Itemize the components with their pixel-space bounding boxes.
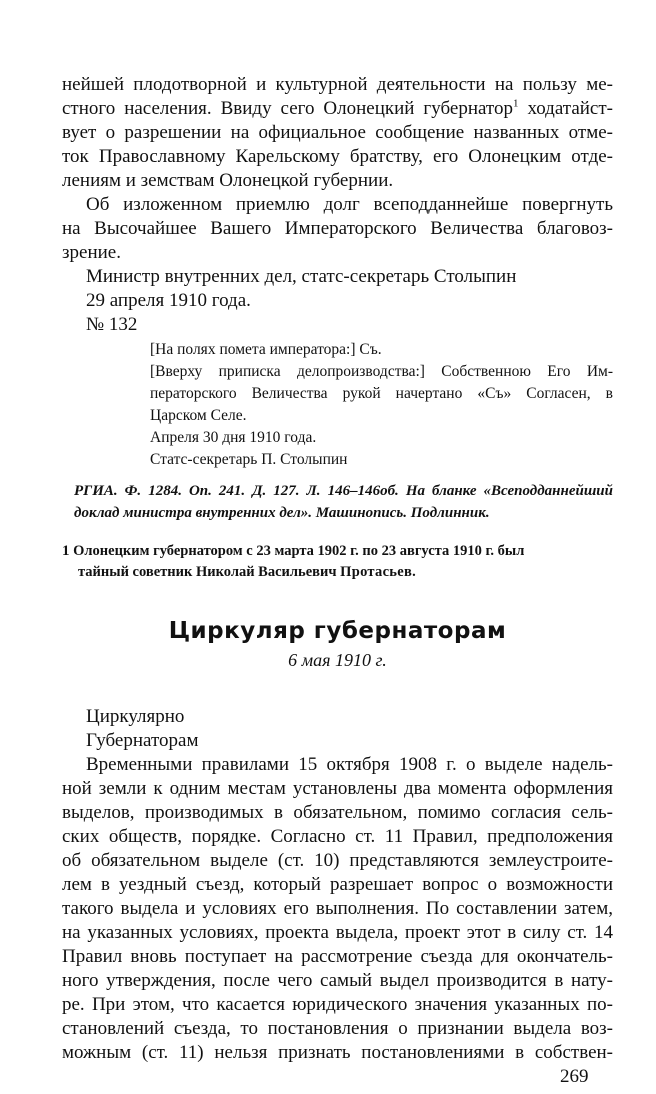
footnote <box>62 540 613 562</box>
text-line: вует о разрешении на официальное сообщение названных отме- <box>62 122 613 143</box>
body-line: можным (ст. 11) нельзя признать постановлениями в собствен- <box>62 1042 613 1063</box>
signature-date: 29 апреля 1910 года. <box>86 290 251 311</box>
text-line: ток Православному Карельскому братству, его Олонецким отде- <box>62 146 613 167</box>
page-number: 269 <box>560 1066 589 1087</box>
text-line <box>62 98 613 120</box>
body-line: ских обществ, порядке. Согласно ст. 11 Правил, предположения <box>62 826 613 847</box>
signature-line: Министр внутренних дел, статс-секретарь Столыпин <box>86 266 517 287</box>
archive-source: РГИА. Ф. 1284. Оп. 241. Д. 127. Л. 146–146об. На бланке «Всеподданнейший <box>74 483 613 499</box>
body-line: Временными правилами 15 октября 1908 г. о выделе надель- <box>86 754 613 775</box>
addressee-line: Губернаторам <box>86 730 199 751</box>
note-line: Апреля 30 дня 1910 года. <box>150 429 317 446</box>
archive-source: доклад министра внутренних дел». Машинопись. Подлинник. <box>74 505 490 521</box>
footnote <box>78 561 613 583</box>
text-line: Об изложенном приемлю долг всеподданнейше повергнуть <box>86 194 613 215</box>
section-title: Циркуляр губернаторам <box>168 618 507 644</box>
text-fragment: ходатайст- <box>518 98 613 119</box>
text-fragment: стного населения. Ввиду сего Олонецкий губернатор <box>62 98 513 119</box>
footnote-text: . <box>412 564 416 580</box>
body-line: лем в уездный съезд, который разрешает вопрос о возможности <box>62 874 613 895</box>
body-line: об обязательном выделе (ст. 10) представляются землеустроите- <box>62 850 613 871</box>
body-line: ре. При этом, что касается юридического значения указанных по- <box>62 994 613 1015</box>
footnote-text: тайный советник Николай Васильевич <box>78 564 341 580</box>
text-line: лениям и земствам Олонецкой губернии. <box>62 170 394 191</box>
document-number: № 132 <box>86 314 138 335</box>
note-line: ператорского Величества рукой начертано «Съ» Согласен, в <box>150 385 613 402</box>
body-line: ного утверждения, после чего самый выдел производится в нату- <box>62 970 613 991</box>
text-line: зрение. <box>62 242 121 263</box>
footnote-text: Олонецким губернатором с 23 марта 1902 г. по 23 августа 1910 г. был <box>73 543 525 559</box>
footnote-marker: 1 <box>62 543 70 559</box>
body-line: на указанных условиях, проекта выдела, проект этот в силу ст. 14 <box>62 922 613 943</box>
body-line: выделов, производимых в обязательном, помимо согласия сель- <box>62 802 613 823</box>
note-line: Статс-секретарь П. Столыпин <box>150 451 348 468</box>
text-line: нейшей плодотворной и культурной деятельности на пользу ме- <box>62 74 613 95</box>
note-line: [На полях помета императора:] Съ. <box>150 341 382 358</box>
body-line: такого выдела и условиях его выполнения. По составлении затем, <box>62 898 613 919</box>
footnote-name: Протасьев <box>340 564 413 580</box>
body-line: становлений съезда, то постановления о признании выдела воз- <box>62 1018 613 1039</box>
addressee-line: Циркулярно <box>86 706 185 727</box>
section-date: 6 мая 1910 г. <box>288 650 387 670</box>
body-line: Правил вновь поступает на рассмотрение съезда для окончатель- <box>62 946 613 967</box>
footnote-ref: 1 <box>512 97 519 110</box>
note-line: [Вверху приписка делопроизводства:] Собственною Его Им- <box>150 363 613 380</box>
note-line: Царском Селе. <box>150 407 247 424</box>
text-line: на Высочайшее Вашего Императорского Величества благовоз- <box>62 218 613 239</box>
body-line: ной земли к одним местам установлены два момента оформления <box>62 778 613 799</box>
